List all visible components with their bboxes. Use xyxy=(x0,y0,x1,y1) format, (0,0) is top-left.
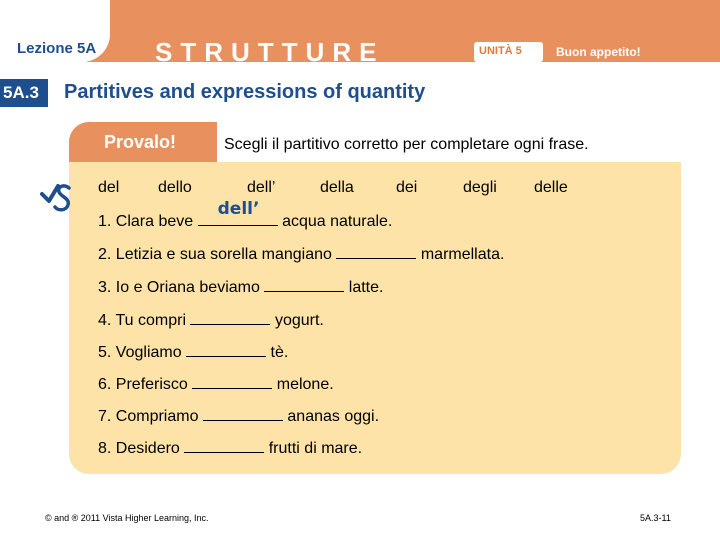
item-before: Compriamo xyxy=(115,408,199,425)
exercise-item-5 xyxy=(98,342,288,362)
option-delle: delle xyxy=(534,179,568,196)
page-number: 5A.3-11 xyxy=(640,513,671,523)
item-before: Io e Oriana beviamo xyxy=(115,279,260,296)
instructions: Scegli il partitivo corretto per completare ogni frase. xyxy=(224,136,589,153)
item-number: 4. xyxy=(98,312,112,329)
item-before: Vogliamo xyxy=(115,344,182,361)
exercise-item-7 xyxy=(98,406,379,426)
item-after: acqua naturale. xyxy=(282,213,393,230)
item-after: latte. xyxy=(348,279,384,296)
copyright-notice: © and ® 2011 Vista Higher Learning, Inc. xyxy=(45,513,209,523)
option-dello: dello xyxy=(158,179,192,196)
item-before: Preferisco xyxy=(115,376,188,393)
item-after: frutti di mare. xyxy=(268,440,363,457)
page-header xyxy=(0,0,720,62)
item-after: ananas oggi. xyxy=(287,408,380,425)
answer-blank[interactable] xyxy=(203,406,283,421)
exercise-item-8 xyxy=(98,438,362,458)
item-before: Tu compri xyxy=(115,312,187,329)
exercise-item-2 xyxy=(98,244,504,264)
answer-blank[interactable] xyxy=(190,310,270,325)
item-number: 2. xyxy=(98,246,112,263)
answer-blank[interactable] xyxy=(198,199,278,226)
answer-blank[interactable] xyxy=(264,277,344,292)
item-number: 1. xyxy=(98,213,112,230)
provalo-label: Provalo! xyxy=(104,132,177,152)
section-title: Partitives and expressions of quantity xyxy=(64,81,426,103)
answer-blank[interactable] xyxy=(184,438,264,453)
section-number: 5A.3 xyxy=(3,83,39,102)
unit-title: Buon appetito! xyxy=(556,45,641,59)
exercise-item-3 xyxy=(98,277,383,297)
unit-label: UNITÀ 5 xyxy=(479,45,522,57)
option-del: del xyxy=(98,179,120,196)
answer-text: dell’ xyxy=(217,199,260,219)
exercise-item-1 xyxy=(98,199,393,231)
item-before: Clara beve xyxy=(115,213,194,230)
item-number: 3. xyxy=(98,279,112,296)
item-after: tè. xyxy=(270,344,289,361)
section-heading: STRUTTURE xyxy=(155,38,385,62)
exercise-item-6 xyxy=(98,374,334,394)
item-number: 7. xyxy=(98,408,112,425)
item-before: Letizia e sua sorella mangiano xyxy=(115,246,332,263)
answer-blank[interactable] xyxy=(336,244,416,259)
item-number: 8. xyxy=(98,440,112,457)
item-number: 6. xyxy=(98,376,112,393)
lesson-label: Lezione 5A xyxy=(17,40,97,57)
answer-blank[interactable] xyxy=(186,342,266,357)
item-after: melone. xyxy=(276,376,334,393)
item-before: Desidero xyxy=(115,440,180,457)
item-after: marmellata. xyxy=(420,246,505,263)
option-della: della xyxy=(320,179,354,196)
exercise-item-4 xyxy=(98,310,324,330)
option-degli: degli xyxy=(463,179,497,196)
item-after: yogurt. xyxy=(274,312,324,329)
option-dell: dell’ xyxy=(247,179,276,196)
partitive-options xyxy=(0,179,720,201)
answer-blank[interactable] xyxy=(192,374,272,389)
item-number: 5. xyxy=(98,344,112,361)
option-dei: dei xyxy=(396,179,418,196)
